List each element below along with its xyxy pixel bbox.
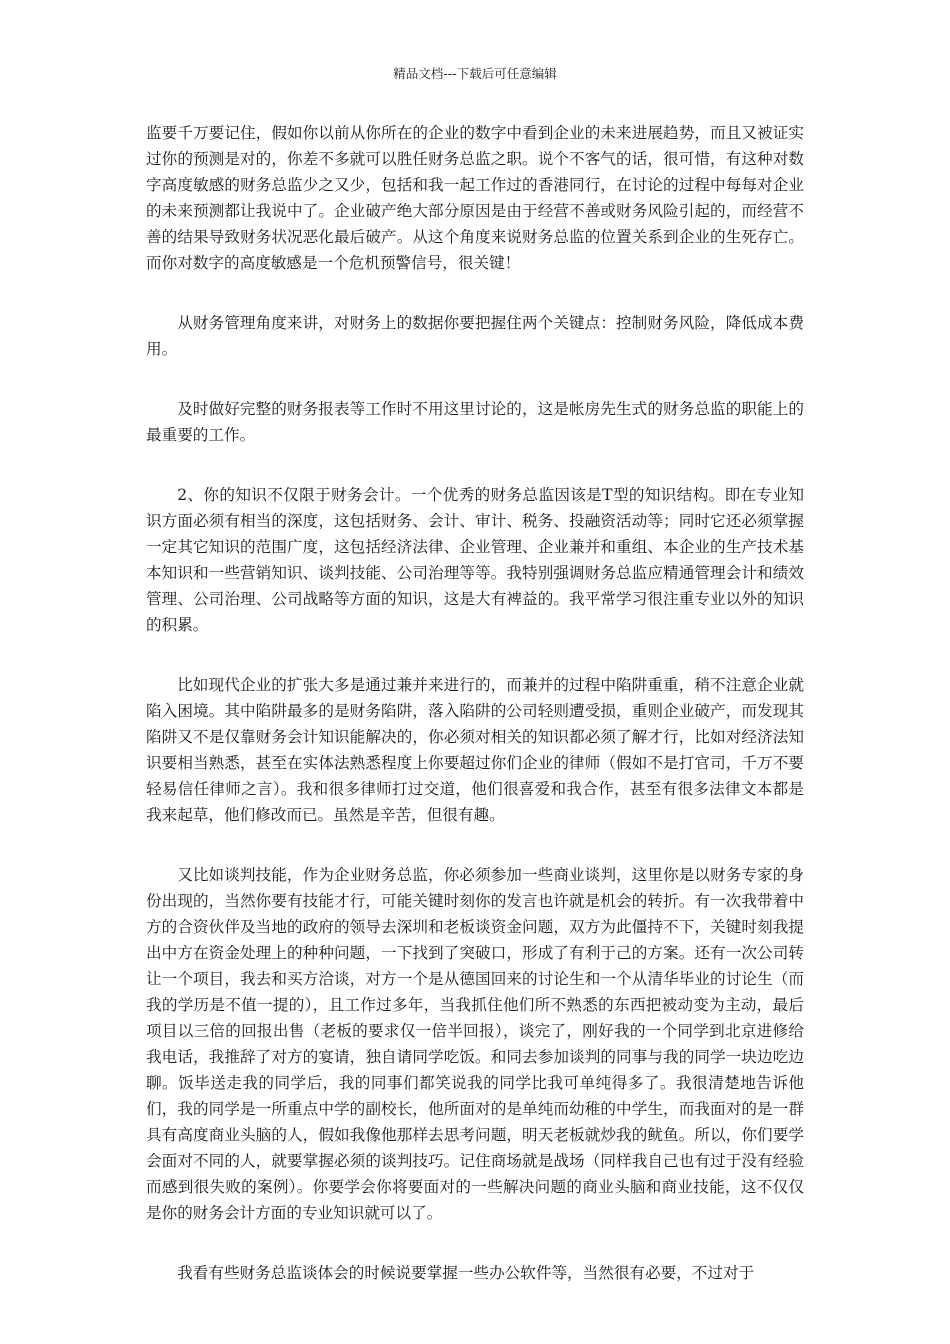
paragraph-5: 比如现代企业的扩张大多是通过兼并来进行的，而兼并的过程中陷阱重重，稍不注意企业就陷入困境。其中陷阱最多的是财务陷阱，落入陷阱的公司轻则遭受损，重则企业破产，而发现其陷阱又不是仅靠财务会计知识能解决的，你必须对相关的知识都必须了解才行，比如对经济法知识要相当熟悉，甚至在实体法熟悉程度上你要超过你们企业的律师（假如不是打官司，千万不要轻易信任律师之言）。我和很多律师打过交道，他们很喜爱和我合作，甚至有很多法律文本都是我来起草，他们修改而已。虽然是辛苦，但很有趣。 <box>146 676 804 824</box>
page-header: 精品文档---下载后可任意编辑 <box>393 66 557 81</box>
paragraph-3: 及时做好完整的财务报表等工作时不用这里讨论的，这是帐房先生式的财务总监的职能上的最重要的工作。 <box>146 400 804 444</box>
paragraph-2: 从财务管理角度来讲，对财务上的数据你要把握住两个关键点：控制财务风险，降低成本费用。 <box>146 314 804 358</box>
paragraph-1: 监要千万要记住，假如你以前从你所在的企业的数字中看到企业的未来进展趋势，而且又被证实过你的预测是对的，你差不多就可以胜任财务总监之职。说个不客气的话，很可惜，有这种对数字高度敏感的财务总监少之又少，包括和我一起工作过的香港同行，在讨论的过程中每每对企业的未来预测都让我说中了。企业破产绝大部分原因是由于经营不善或财务风险引起的，而经营不善的结果导致财务状况恶化最后破产。从这个角度来说财务总监的位置关系到企业的生死存亡。而你对数字的高度敏感是一个危机预警信号，很关键！ <box>146 124 804 272</box>
paragraph-4: 2、你的知识不仅限于财务会计。一个优秀的财务总监因该是T型的知识结构。即在专业知识方面必须有相当的深度，这包括财务、会计、审计、税务、投融资活动等；同时它还必须掌握一定其它知识的范围广度，这包括经济法律、企业管理、企业兼并和重组、本企业的生产技术基本知识和一些营销知识、谈判技能、公司治理等等。我特别强调财务总监应精通管理会计和绩效管理、公司治理、公司战略等方面的知识，这是大有裨益的。我平常学习很注重专业以外的知识的积累。 <box>146 486 804 634</box>
paragraph-6: 又比如谈判技能，作为企业财务总监，你必须参加一些商业谈判，这里你是以财务专家的身份出现的，当然你要有技能才行，可能关键时刻你的发言也许就是机会的转折。有一次我带着中方的合资伙伴及当地的政府的领导去深圳和老板谈资金问题，双方为此僵持不下，关键时刻我提出中方在资金处理上的种种问题，一下找到了突破口，形成了有利于己的方案。还有一次公司转让一个项目，我去和买方洽谈，对方一个是从德国回来的讨论生和一个从清华毕业的讨论生（而我的学历是不值一提的），且工作过多年，当我抓住他们所不熟悉的东西把被动变为主动，最后项目以三倍的回报出售（老板的要求仅一倍半回报），谈完了，刚好我的一个同学到北京进修给我电话，我推辞了对方的宴请，独自请同学吃饭。和同去参加谈判的同事与我的同学一块边吃边聊。饭毕送走我的同学后，我的同事们都笑说我的同学比我可单纯得多了。我很清楚地告诉他们，我的同学是一所重点中学的副校长，他所面对的是单纯而幼稚的中学生，而我面对的是一群具有高度商业头脑的人，假如我像他那样去思考问题，明天老板就炒我的鱿鱼。所以，你们要学会面对不同的人，就要掌握必须的谈判技巧。记住商场就是战场（同样我自己也有过于没有经验而感到很失败的案例）。你要学会你将要面对的一些解决问题的商业头脑和商业技能，这不仅仅是你的财务会计方面的专业知识就可以了。 <box>146 866 804 1222</box>
paragraph-7: 我看有些财务总监谈体会的时候说要掌握一些办公软件等，当然很有必要，不过对于 <box>177 1264 755 1282</box>
document-body <box>146 120 804 1320</box>
